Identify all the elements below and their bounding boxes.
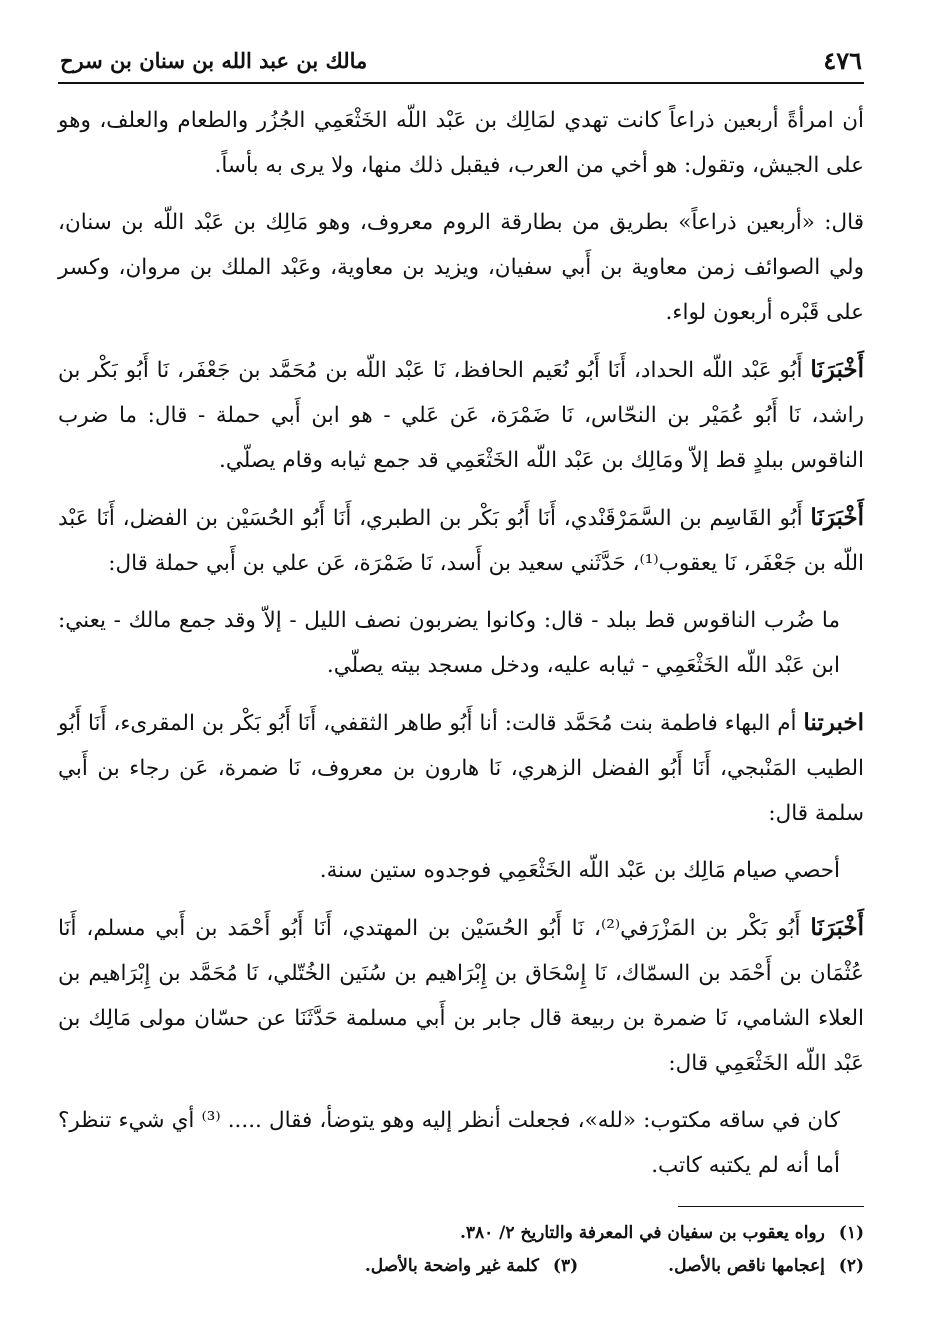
footnotes	[58, 1217, 864, 1283]
paragraph-text: أَبُو القَاسِم بن السَّمَرْقَنْدي، أَنَا أَبُو بَكْر بن الطبري، أَنَا أَبُو الحُسَيْن بن الفضل، أَنَا عَبْد اللّه بن جَعْفَر، نَا يعقوب⁽¹⁾، حَدَّثَني سعيد بن أَسد، نَا ضَمْرَة، عَن علي بن أَبي حملة قال:	[58, 506, 864, 576]
quoted-report	[58, 848, 864, 893]
footnote-text: رواه يعقوب بن سفيان في المعرفة والتاريخ ٢/ ٣٨٠.	[459, 1223, 825, 1243]
narration-keyword: أَخْبَرَنَا	[810, 914, 864, 941]
footnote-3	[365, 1250, 578, 1283]
running-title: مالك بن عبد الله بن سنان بن سرح	[60, 48, 368, 73]
footnote-row	[58, 1217, 864, 1250]
narration-keyword: أَخْبَرَنَا	[810, 504, 864, 531]
paragraph	[58, 905, 864, 1086]
footnote-1	[460, 1217, 864, 1250]
footnote-number: (٢)	[838, 1256, 864, 1276]
footnote-2	[668, 1250, 864, 1283]
book-page	[58, 40, 864, 1283]
narration-keyword: اخبرتنا	[803, 709, 864, 736]
footnote-separator	[678, 1206, 864, 1207]
page-number: ٤٧٦	[823, 46, 862, 75]
paragraph-text: أحصي صيام مَالِك بن عَبْد اللّه الخَثْعَمِي فوجدوه ستين سنة.	[319, 858, 840, 883]
paragraph	[58, 495, 864, 586]
footnote-text: إعجامها ناقص بالأصل.	[668, 1256, 825, 1276]
paragraph-text: كان في ساقه مكتوب: «لله»، فجعلت أنظر إليه وهو يتوضأ، فقال ..... ⁽³⁾ أي شيء تنظر؟ أما أنه لم يكتبه كاتب.	[58, 1108, 840, 1178]
paragraph-text: أن امرأةً أربعين ذراعاً كانت تهدي لمَالِك بن عَبْد اللّه الخَثْعَمِي الجُزُر والطعام والعلف، وهو على الجيش، وتقول: هو أخي من العرب، فيقبل ذلك منها، ولا يرى به بأساً.	[58, 108, 864, 178]
footnote-row	[58, 1250, 864, 1283]
paragraph	[58, 98, 864, 188]
paragraph-text: أَبُو عَبْد اللّه الحداد، أَنَا أَبُو نُعَيم الحافظ، نَا عَبْد اللّه بن مُحَمَّد بن جَعْفَر، نَا أَبُو بَكْر بن راشد، نَا أَبُو عُمَيْر بن النحّاس، نَا ضَمْرَة، عَن عَلي - هو ابن أَبي حملة - قال: ما ضرب الناقوس ببلدٍ قط إلاّ ومَالِك بن عَبْد اللّه الخَثْعَمِي قد جمع ثيابه وقام يصلّي.	[58, 358, 864, 473]
paragraph-text: أَبُو بَكْر بن المَزْرَفي⁽²⁾، نَا أَبُو الحُسَيْن بن المهتدي، أَنَا أَبُو أَحْمَد بن أَبي مسلم، أَنَا عُثْمَان بن أَحْمَد بن السمّاك، نَا إِسْحَاق بن إِبْرَاهيم بن سُنَين الخُتّلي، نَا مُحَمَّد بن إِبْرَاهيم بن العلاء الشامي، نَا ضمرة بن ربيعة قال جابر بن أَبي مسلمة حَدَّثَنَا عن حسّان مولى مَالِك بن عَبْد اللّه الخَثْعَمِي قال:	[58, 916, 864, 1076]
paragraph	[58, 347, 864, 483]
footnote-number: (١)	[838, 1223, 864, 1243]
narration-keyword: أَخْبَرَنَا	[810, 356, 864, 383]
main-text	[58, 98, 864, 1188]
paragraph	[58, 200, 864, 335]
quoted-report	[58, 1098, 864, 1188]
paragraph-text: أم البهاء فاطمة بنت مُحَمَّد قالت: أنا أَبُو طاهر الثقفي، أَنَا أَبُو بَكْر بن المقرىء، أَنَا أَبُو الطيب المَنْبجي، أَنَا أَبُو الفضل الزهري، نَا هارون بن معروف، نَا ضمرة، عَن رجاء بن أَبي سلمة قال:	[58, 711, 864, 826]
paragraph-text: قال: «أربعين ذراعاً» بطريق من بطارقة الروم معروف، وهو مَالِك بن عَبْد اللّه بن سنان، ولي الصوائف زمن معاوية بن أَبي سفيان، ويزيد بن معاوية، وعَبْد الملك بن مروان، وكسر على قَبْره أربعون لواء.	[58, 210, 864, 325]
quoted-report	[58, 598, 864, 688]
paragraph	[58, 700, 864, 836]
footnote-number: (٣)	[552, 1256, 579, 1276]
footnote-text: كلمة غير واضحة بالأصل.	[364, 1256, 539, 1276]
paragraph-text: ما ضُرب الناقوس قط ببلد - قال: وكانوا يضربون نصف الليل - إلاّ وقد جمع مالك - يعني: ابن عَبْد اللّه الخَثْعَمِي - ثيابه عليه، ودخل مسجد بيته يصلّي.	[58, 608, 840, 678]
page-header	[58, 40, 864, 84]
